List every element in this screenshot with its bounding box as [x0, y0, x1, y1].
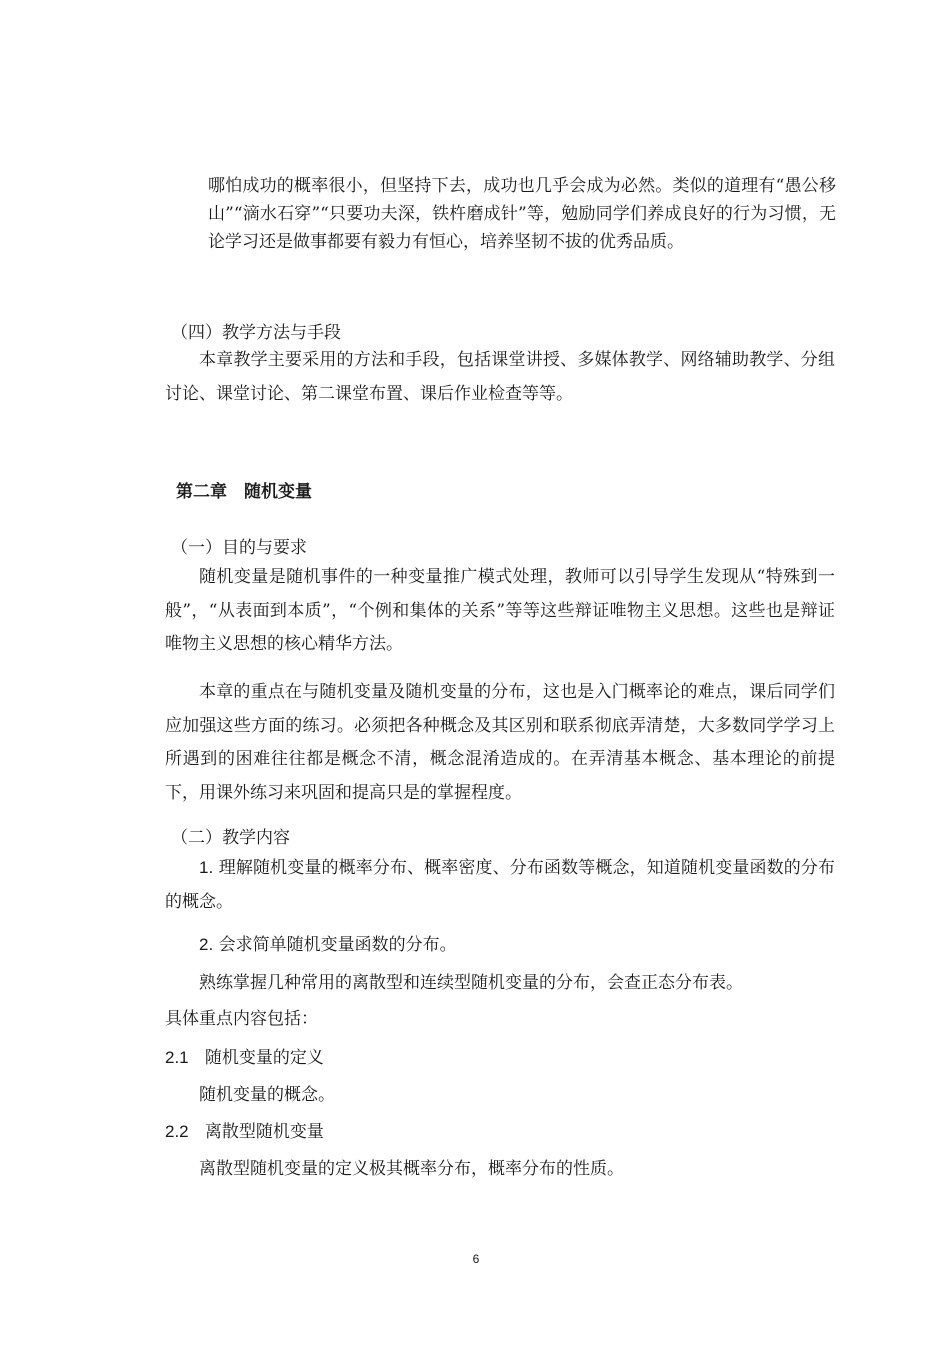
part1-heading: （一）目的与要求 [171, 538, 307, 558]
section-2-1-title: 随机变量的定义 [204, 1048, 324, 1068]
section-2-2-title: 离散型随机变量 [204, 1122, 324, 1142]
content-item-1 [165, 851, 835, 919]
section4-heading: （四）教学方法与手段 [171, 323, 341, 343]
part1-para1: 随机变量是随机事件的一种变量推广模式处理，教师可以引导学生发现从“特殊到一般”，“从表面到本质”，“个例和集体的关系”等等这些辩证唯物主义思想。这些也是辩证唯物主义思想的核心精华方法。 [165, 567, 835, 654]
section4-text: 本章教学主要采用的方法和手段，包括课堂讲授、多媒体教学、网络辅助教学、分组讨论、课堂讨论、第二课堂布置、课后作业检查等等。 [165, 350, 835, 404]
key-content-label: 具体重点内容包括： [165, 1009, 318, 1029]
content-item-2 [199, 933, 457, 957]
page-number: 6 [472, 1252, 480, 1266]
section-2-1-number: 2.1 [165, 1048, 189, 1067]
section-2-2-text: 离散型随机变量的定义极其概率分布，概率分布的性质。 [199, 1159, 624, 1179]
chapter-title: 第二章 随机变量 [176, 482, 312, 502]
item-1-number: 1. [199, 858, 214, 877]
content-item-3: 熟练掌握几种常用的离散型和连续型随机变量的分布，会查正态分布表。 [199, 973, 743, 993]
part1-para2: 本章的重点在与随机变量及随机变量的分布，这也是入门概率论的难点，课后同学们应加强这些方面的练习。必须把各种概念及其区别和联系彻底弄清楚，大多数同学学习上所遇到的困难往往都是概念不清，概念混淆造成的。在弄清基本概念、基本理论的前提下，用课外练习来巩固和提高只是的掌握程度。 [165, 682, 835, 803]
section-2-2-heading [165, 1120, 324, 1144]
item-2-text: 会求简单随机变量函数的分布。 [218, 935, 457, 955]
item-2-number: 2. [199, 935, 214, 954]
part2-heading: （二）教学内容 [171, 828, 290, 848]
section-2-1-heading [165, 1046, 324, 1070]
intro-paragraph: 哪怕成功的概率很小，但坚持下去，成功也几乎会成为必然。类似的道理有“愚公移山”“滴水石穿”“只要功夫深，铁杵磨成针”等，勉励同学们养成良好的行为习惯，无论学习还是做事都要有毅力有恒心，培养坚韧不拔的优秀品质。 [208, 176, 836, 253]
item-1-text: 理解随机变量的概率分布、概率密度、分布函数等概念，知道随机变量函数的分布的概念。 [165, 858, 836, 912]
section-2-1-text: 随机变量的概念。 [199, 1085, 335, 1105]
section-2-2-number: 2.2 [165, 1122, 189, 1141]
